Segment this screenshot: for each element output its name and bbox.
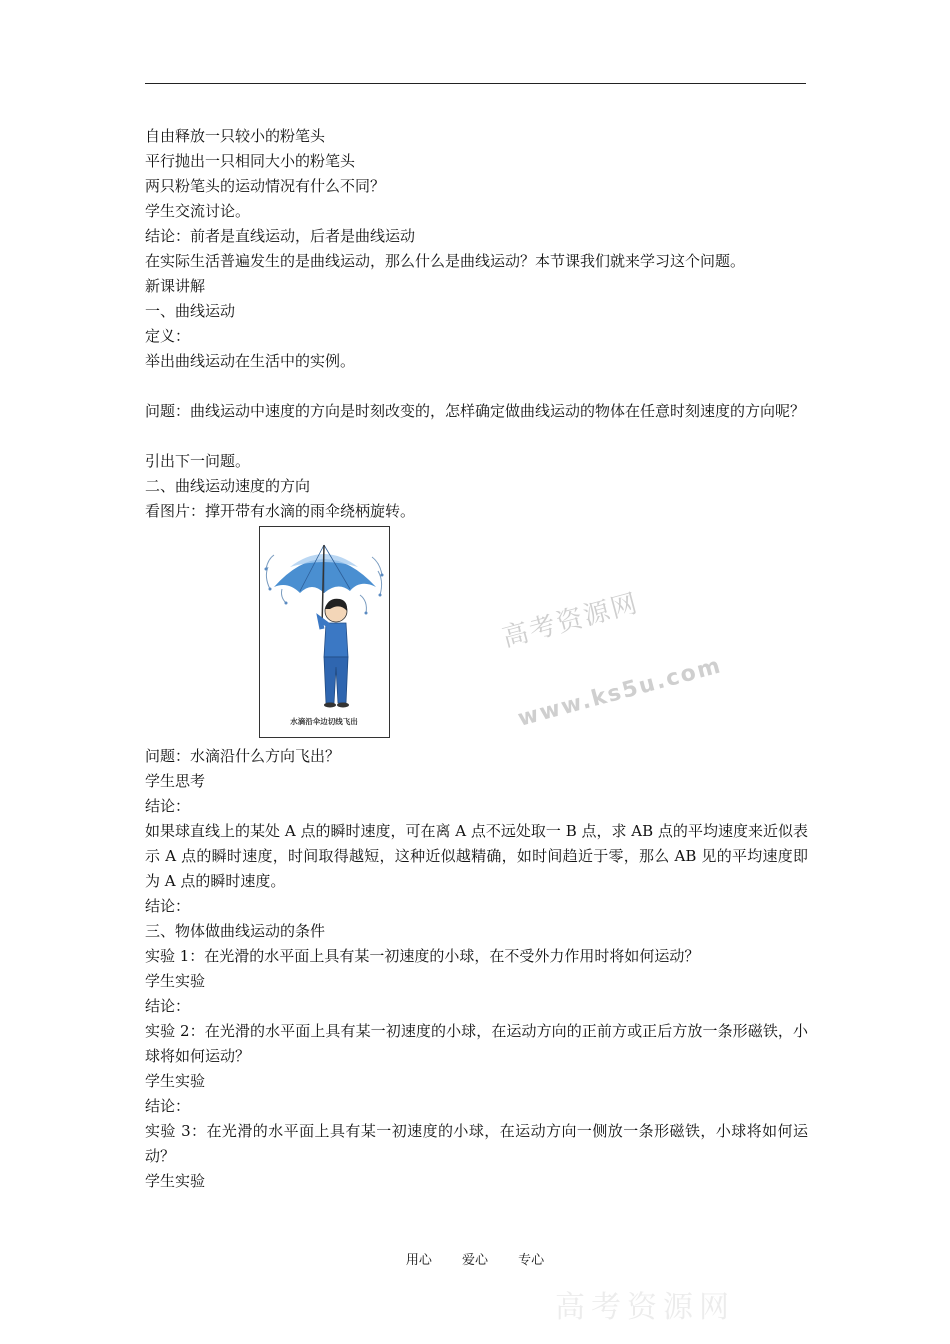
paragraph	[145, 374, 808, 399]
watermark-url: www.ks5u.com	[515, 653, 725, 732]
paragraph: 实验 3：在光滑的水平面上具有某一初速度的小球，在运动方向一侧放一条形磁铁，小球将如何运动？	[145, 1122, 808, 1165]
paragraph: 举出曲线运动在生活中的实例。	[145, 352, 356, 370]
umbrella-figure	[259, 526, 390, 738]
watermark-bottom: 高考资源网	[555, 1290, 735, 1325]
paragraph: 学生交流讨论。	[145, 202, 251, 220]
paragraph: 问题：水滴沿什么方向飞出？	[145, 747, 341, 765]
paragraph: 一、曲线运动	[145, 302, 236, 320]
paragraph: 二、曲线运动速度的方向	[145, 477, 311, 495]
paragraph: 结论：	[145, 897, 191, 915]
header-rule	[145, 83, 806, 84]
paragraph: 自由释放一只较小的粉笔头	[145, 127, 326, 145]
paragraph: 学生实验	[145, 1172, 206, 1190]
text-block-top	[145, 124, 808, 524]
paragraph: 结论：	[145, 997, 191, 1015]
paragraph: 学生思考	[145, 772, 206, 790]
figure-container	[145, 524, 808, 744]
paragraph: 两只粉笔头的运动情况有什么不同？	[145, 177, 386, 195]
paragraph: 问题：曲线运动中速度的方向是时刻改变的，怎样确定做曲线运动的物体在任意时刻速度的方向呢？	[145, 402, 806, 420]
paragraph: 实验 1：在光滑的水平面上具有某一初速度的小球，在不受外力作用时将如何运动？	[145, 947, 700, 965]
paragraph: 平行抛出一只相同大小的粉笔头	[145, 152, 356, 170]
paragraph: 实验 2：在光滑的水平面上具有某一初速度的小球，在运动方向的正前方或正后方放一条形磁铁，小球将如何运动？	[145, 1022, 808, 1065]
text-block-bottom	[145, 744, 808, 1194]
paragraph: 如果球直线上的某处 A 点的瞬时速度，可在离 A 点不远处取一 B 点，求 AB 点的平均速度来近似表示 A 点的瞬时速度，时间取得越短，这种近似越精确，如时间趋近于零，那么 AB 见的平均速度即为 A 点的瞬时速度。	[145, 822, 808, 890]
figure-caption: 水滴沿伞边切线飞出	[290, 717, 358, 726]
page-footer: 用心 爱心 专心	[405, 1253, 545, 1268]
paragraph: 引出下一问题。	[145, 452, 251, 470]
boy-trousers	[324, 657, 348, 703]
paragraph: 看图片：撑开带有水滴的雨伞绕柄旋转。	[145, 502, 416, 520]
paragraph: 在实际生活普遍发生的是曲线运动，那么什么是曲线运动？本节课我们就来学习这个问题。	[145, 252, 746, 270]
paragraph: 定义：	[145, 327, 191, 345]
paragraph: 新课讲解	[145, 277, 206, 295]
paragraph: 学生实验	[145, 1072, 206, 1090]
umbrella-canopy	[274, 559, 376, 593]
boy-shirt	[324, 623, 348, 657]
boy-shoe-right	[337, 703, 349, 708]
paragraph: 结论：	[145, 797, 191, 815]
boy-shoe-left	[324, 703, 336, 708]
watermark-cn: 高考资源网	[499, 588, 643, 654]
paragraph: 学生实验	[145, 972, 206, 990]
paragraph: 结论：	[145, 1097, 191, 1115]
paragraph	[145, 424, 808, 449]
umbrella-boy-illustration	[260, 527, 389, 737]
paragraph: 三、物体做曲线运动的条件	[145, 922, 326, 940]
paragraph: 结论：前者是直线运动，后者是曲线运动	[145, 227, 416, 245]
